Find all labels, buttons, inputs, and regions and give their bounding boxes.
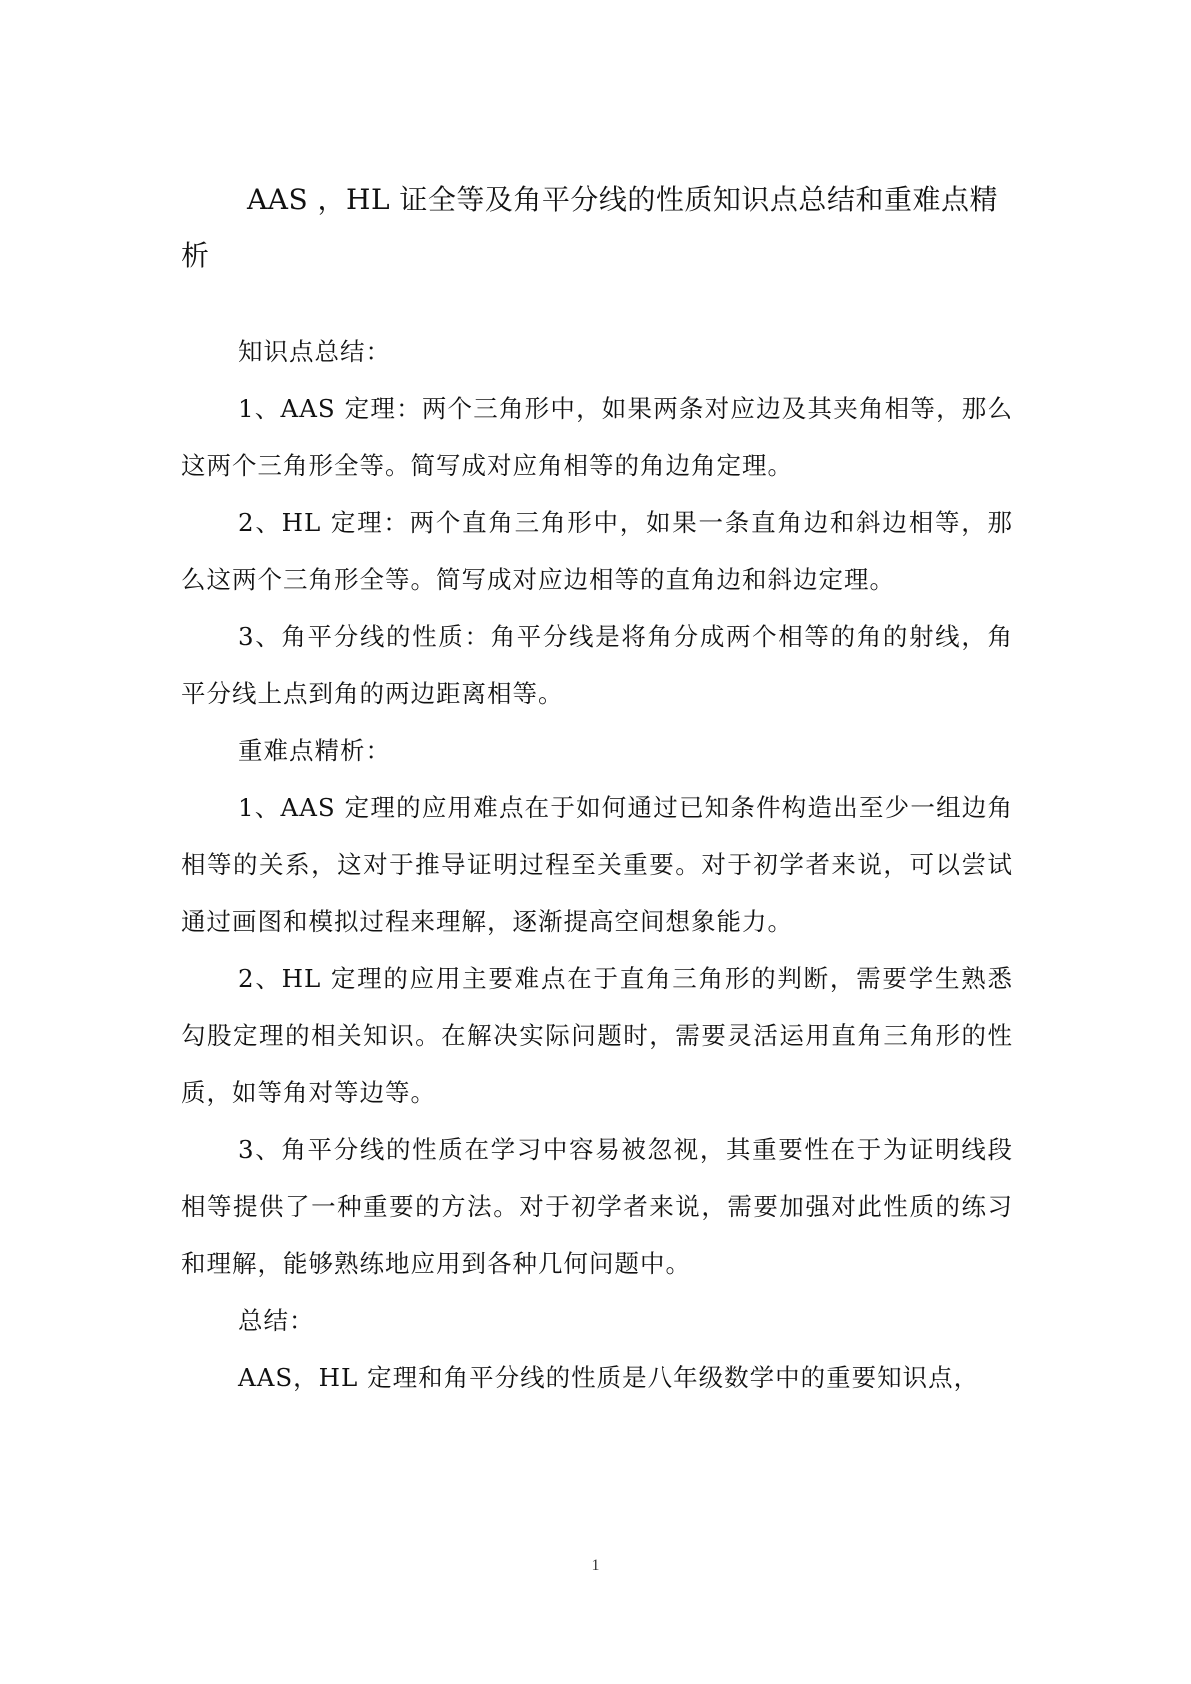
analysis-item-aas: 1、AAS 定理的应用难点在于如何通过已知条件构造出至少一组边角相等的关系，这对于推导证明过程至关重要。对于初学者来说，可以尝试通过画图和模拟过程来理解，逐渐提高空间想象能力。 (181, 793, 1013, 936)
conclusion-heading: 总结： (238, 1306, 315, 1335)
summary-item-angle-bisector: 3、角平分线的性质：角平分线是将角分成两个相等的角的射线，角平分线上点到角的两边距离相等。 (181, 622, 1013, 708)
analysis-item-hl: 2、HL 定理的应用主要难点在于直角三角形的判断，需要学生熟悉勾股定理的相关知识。在解决实际问题时，需要灵活运用直角三角形的性质，如等角对等边等。 (181, 964, 1013, 1107)
summary-item-hl: 2、HL 定理：两个直角三角形中，如果一条直角边和斜边相等，那么这两个三角形全等。简写成对应边相等的直角边和斜边定理。 (181, 508, 1013, 594)
conclusion-text: AAS，HL 定理和角平分线的性质是八年级数学中的重要知识点， (238, 1363, 980, 1392)
document-body (181, 172, 1013, 1406)
summary-item-aas: 1、AAS 定理：两个三角形中，如果两条对应边及其夹角相等，那么这两个三角形全等。简写成对应角相等的角边角定理。 (181, 394, 1013, 480)
summary-heading: 知识点总结： (238, 337, 391, 366)
document-title: AAS ，HL 证全等及角平分线的性质知识点总结和重难点精析 (181, 183, 998, 272)
analysis-item-angle-bisector: 3、角平分线的性质在学习中容易被忽视，其重要性在于为证明线段相等提供了一种重要的方法。对于初学者来说，需要加强对此性质的练习和理解，能够熟练地应用到各种几何问题中。 (181, 1135, 1013, 1278)
page-number: 1 (591, 1557, 600, 1574)
analysis-heading: 重难点精析： (238, 736, 391, 765)
